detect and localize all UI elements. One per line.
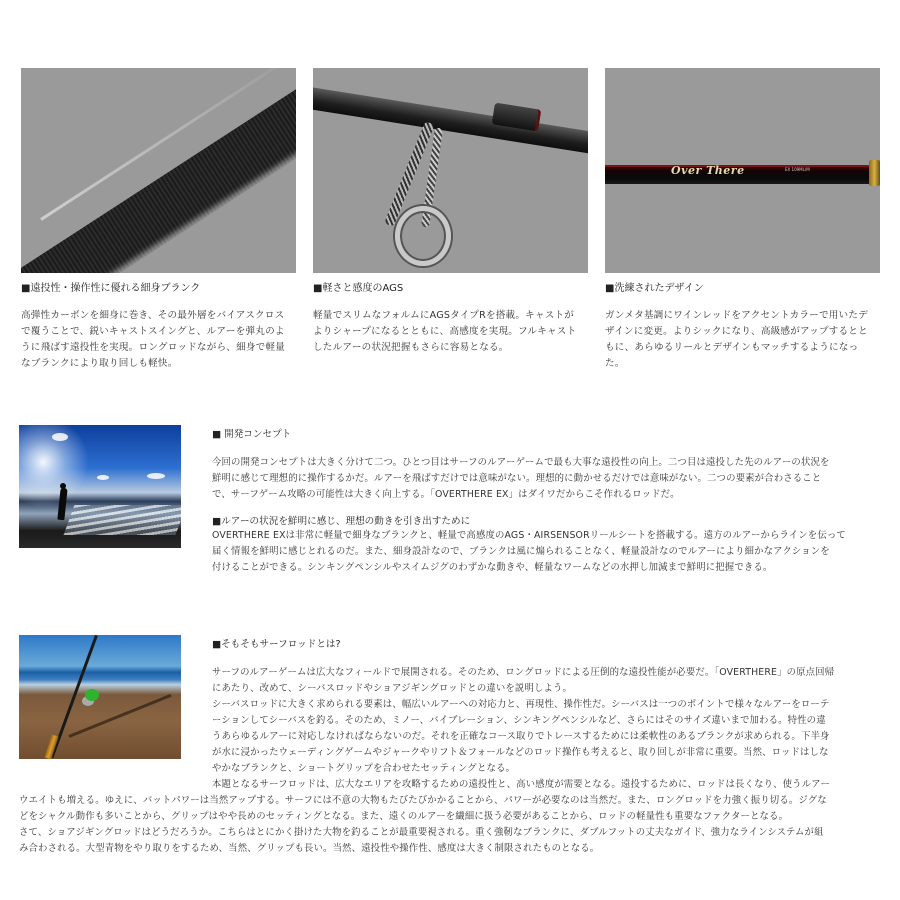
body-line: もに、あらゆるリールとデザインもマッチするようになっ [605, 342, 859, 353]
surf-rod-heading: ■そもそもサーフロッドとは? [212, 639, 341, 650]
body-line: ウエイトも増える。ゆえに、バットパワーは当然アップする。サーフには不意の大物もたびたびかかることから、パワーが必要なのは当然だ。また、ロングロッドを力強く振り切る。ジグな [19, 795, 827, 806]
body-line: なブランクにより取り回しも軽快。 [21, 358, 178, 369]
surf-foam-graphic [64, 505, 181, 535]
body-line: ザインに変更。よりシックになり、高級感がアップするとと [605, 326, 868, 337]
body-line: やかなブランクと、ショートグリップを合わせたセッティングとなる。 [212, 763, 516, 774]
body-line: 本題となるサーフロッドは、広大なエリアを攻略するための遠投性と、高い感度が需要となる。遠投するために、ロッドは長くなり、使うルアー [212, 779, 831, 790]
body-line: で覆うことで、鋭いキャストスイングと、ルアーを弾丸のよ [21, 326, 285, 337]
concept-subheading: ■ルアーの状況を鮮明に感じ、理想の動きを引き出すために [212, 516, 471, 527]
body-line: どをシャクル動作も多いことから、グリップはやや長めのセッティングとなる。また、遠くのルアーを繊細に扱う必要があることから、ロッドの軽量性も重要なファクターとなる。 [19, 811, 789, 822]
body-line: ガンメタ基調にワインレッドをアクセントカラーで用いたデ [605, 310, 868, 321]
rod-model-label: EX 109ML/M [785, 167, 810, 172]
body-line: シーバスロッドに大きく求められる要素は、幅広いルアーへの対応力と、再現性、操作性だ。シーバスは一つのポイントで様々なルアーをローテ [212, 699, 830, 710]
body-line: 届く情報を鮮明に感じとれるのだ。また、細身設計なので、ブランクは風に煽られることなく、軽量設計なのでルアーにより細かなアクションを [212, 546, 830, 557]
feature-heading: ■洗練されたデザイン [605, 283, 704, 294]
body-line: 今回の開発コンセプトは大きく分けて二つ。ひとつ目はサーフのルアーゲームで最も大事な遠投性の向上。二つ目は遠投した先のルアーの状況を [212, 457, 830, 468]
concept-body [212, 455, 830, 503]
cloud-graphic [147, 473, 165, 479]
feature-image-ags [313, 68, 588, 273]
feature-image-design [605, 68, 880, 273]
body-line: さて、ショアジギングロッドはどうだろうか。こちらはとにかく掛けた大物を釣ることが最重要視される。重く強靭なブランクに、ダブルフットの丈夫なガイド、強力なラインシステムが組 [19, 827, 824, 838]
feature-body [21, 308, 296, 372]
rod-graphic [313, 86, 588, 155]
angler-silhouette [57, 488, 67, 521]
body-line: にあたり、改めて、シーバスロッドやショアジギングロッドとの違いを説明しよう。 [212, 683, 573, 694]
body-line: で、サーフゲーム攻略の可能性は大きく向上する。「OVERTHERE EX」はダイワだからこそ作れるロッドだ。 [212, 489, 680, 500]
body-line: よりシャープになるとともに、高感度を実現。フルキャスト [313, 326, 577, 337]
surf-rod-image [19, 635, 181, 759]
reel-graphic [85, 689, 99, 701]
rod-logo: Over There [671, 164, 745, 177]
body-line: 高弾性カーボンを細身に巻き、その最外層をバイアスクロス [21, 310, 285, 321]
feature-ags [313, 68, 588, 356]
concept-sub-body [212, 528, 846, 576]
body-line: うに飛ばす遠投性を実現。ロングロッドながら、細身で軽量 [21, 342, 286, 353]
body-line: 軽量でスリムなフォルムにAGSタイプRを搭載。キャストが [313, 310, 575, 321]
body-line: が水に浸かったウェーディングゲームやジャークやリフト＆フォールなどのロッド操作も考えると、取り回しが非常に重要。当然、ロッドはしな [212, 747, 829, 758]
concept-image [19, 425, 181, 548]
carbon-blank-graphic [21, 68, 296, 273]
feature-design [605, 68, 880, 372]
body-line: た。 [605, 358, 625, 369]
surf-rod-body [19, 665, 835, 857]
body-line: OVERTHERE EXは非常に軽量で細身なブランクと、軽量で高感度のAGS・AIRSENSORリールシートを搭載する。遠方のルアーからラインを伝って [212, 530, 846, 541]
guide-ring-graphic [395, 206, 451, 266]
body-line: サーフのルアーゲームは広大なフィールドで展開される。そのため、ロングロッドによる圧倒的な遠投性能が必要だ。「OVERTHERE」の原点回帰 [212, 667, 835, 678]
cloud-graphic [52, 433, 68, 441]
cloud-graphic [97, 475, 109, 480]
body-line: ーションしてシーバスを釣る。そのため、ミノー、バイブレーション、シンキングペンシルなど、さらにはそのサイズ違いまで加わる。特性の違 [212, 715, 826, 726]
feature-blank [21, 68, 296, 372]
body-line: 鮮明に感じて理想的に操作するかだ。ルアーを飛ばすだけでは意味がない。理想的に動かせるだけでは意味がない。二つの要素が合わさること [212, 473, 822, 484]
body-line: うあらゆるルアーに対応しなければならないのだ。それを正確なコース取りでトレースするためには柔軟性のあるブランクが求められる。下半身 [212, 731, 830, 742]
feature-heading: ■軽さと感度のAGS [313, 283, 404, 294]
rod-shadow-graphic [68, 694, 171, 738]
rod-cap-graphic [869, 160, 880, 186]
feature-image-blank [21, 68, 296, 273]
feature-body [605, 308, 880, 372]
feature-heading: ■遠投性・操作性に優れる細身ブランク [21, 283, 201, 294]
body-line: み合わされる。大型青物をやり取りをするため、当然、グリップも長い。当然、遠投性や操作性、感度は大きく制限されたものとなる。 [19, 843, 600, 854]
feature-body [313, 308, 588, 356]
body-line: したルアーの状況把握もさらに容易となる。 [313, 342, 509, 353]
concept-heading: ■ 開発コンセプト [212, 429, 292, 440]
body-line: 付けることができる。シンキングペンシルやスイムジグのわずかな動きや、軽量なワームなどの水押し加減まで鮮明に把握できる。 [212, 562, 773, 573]
